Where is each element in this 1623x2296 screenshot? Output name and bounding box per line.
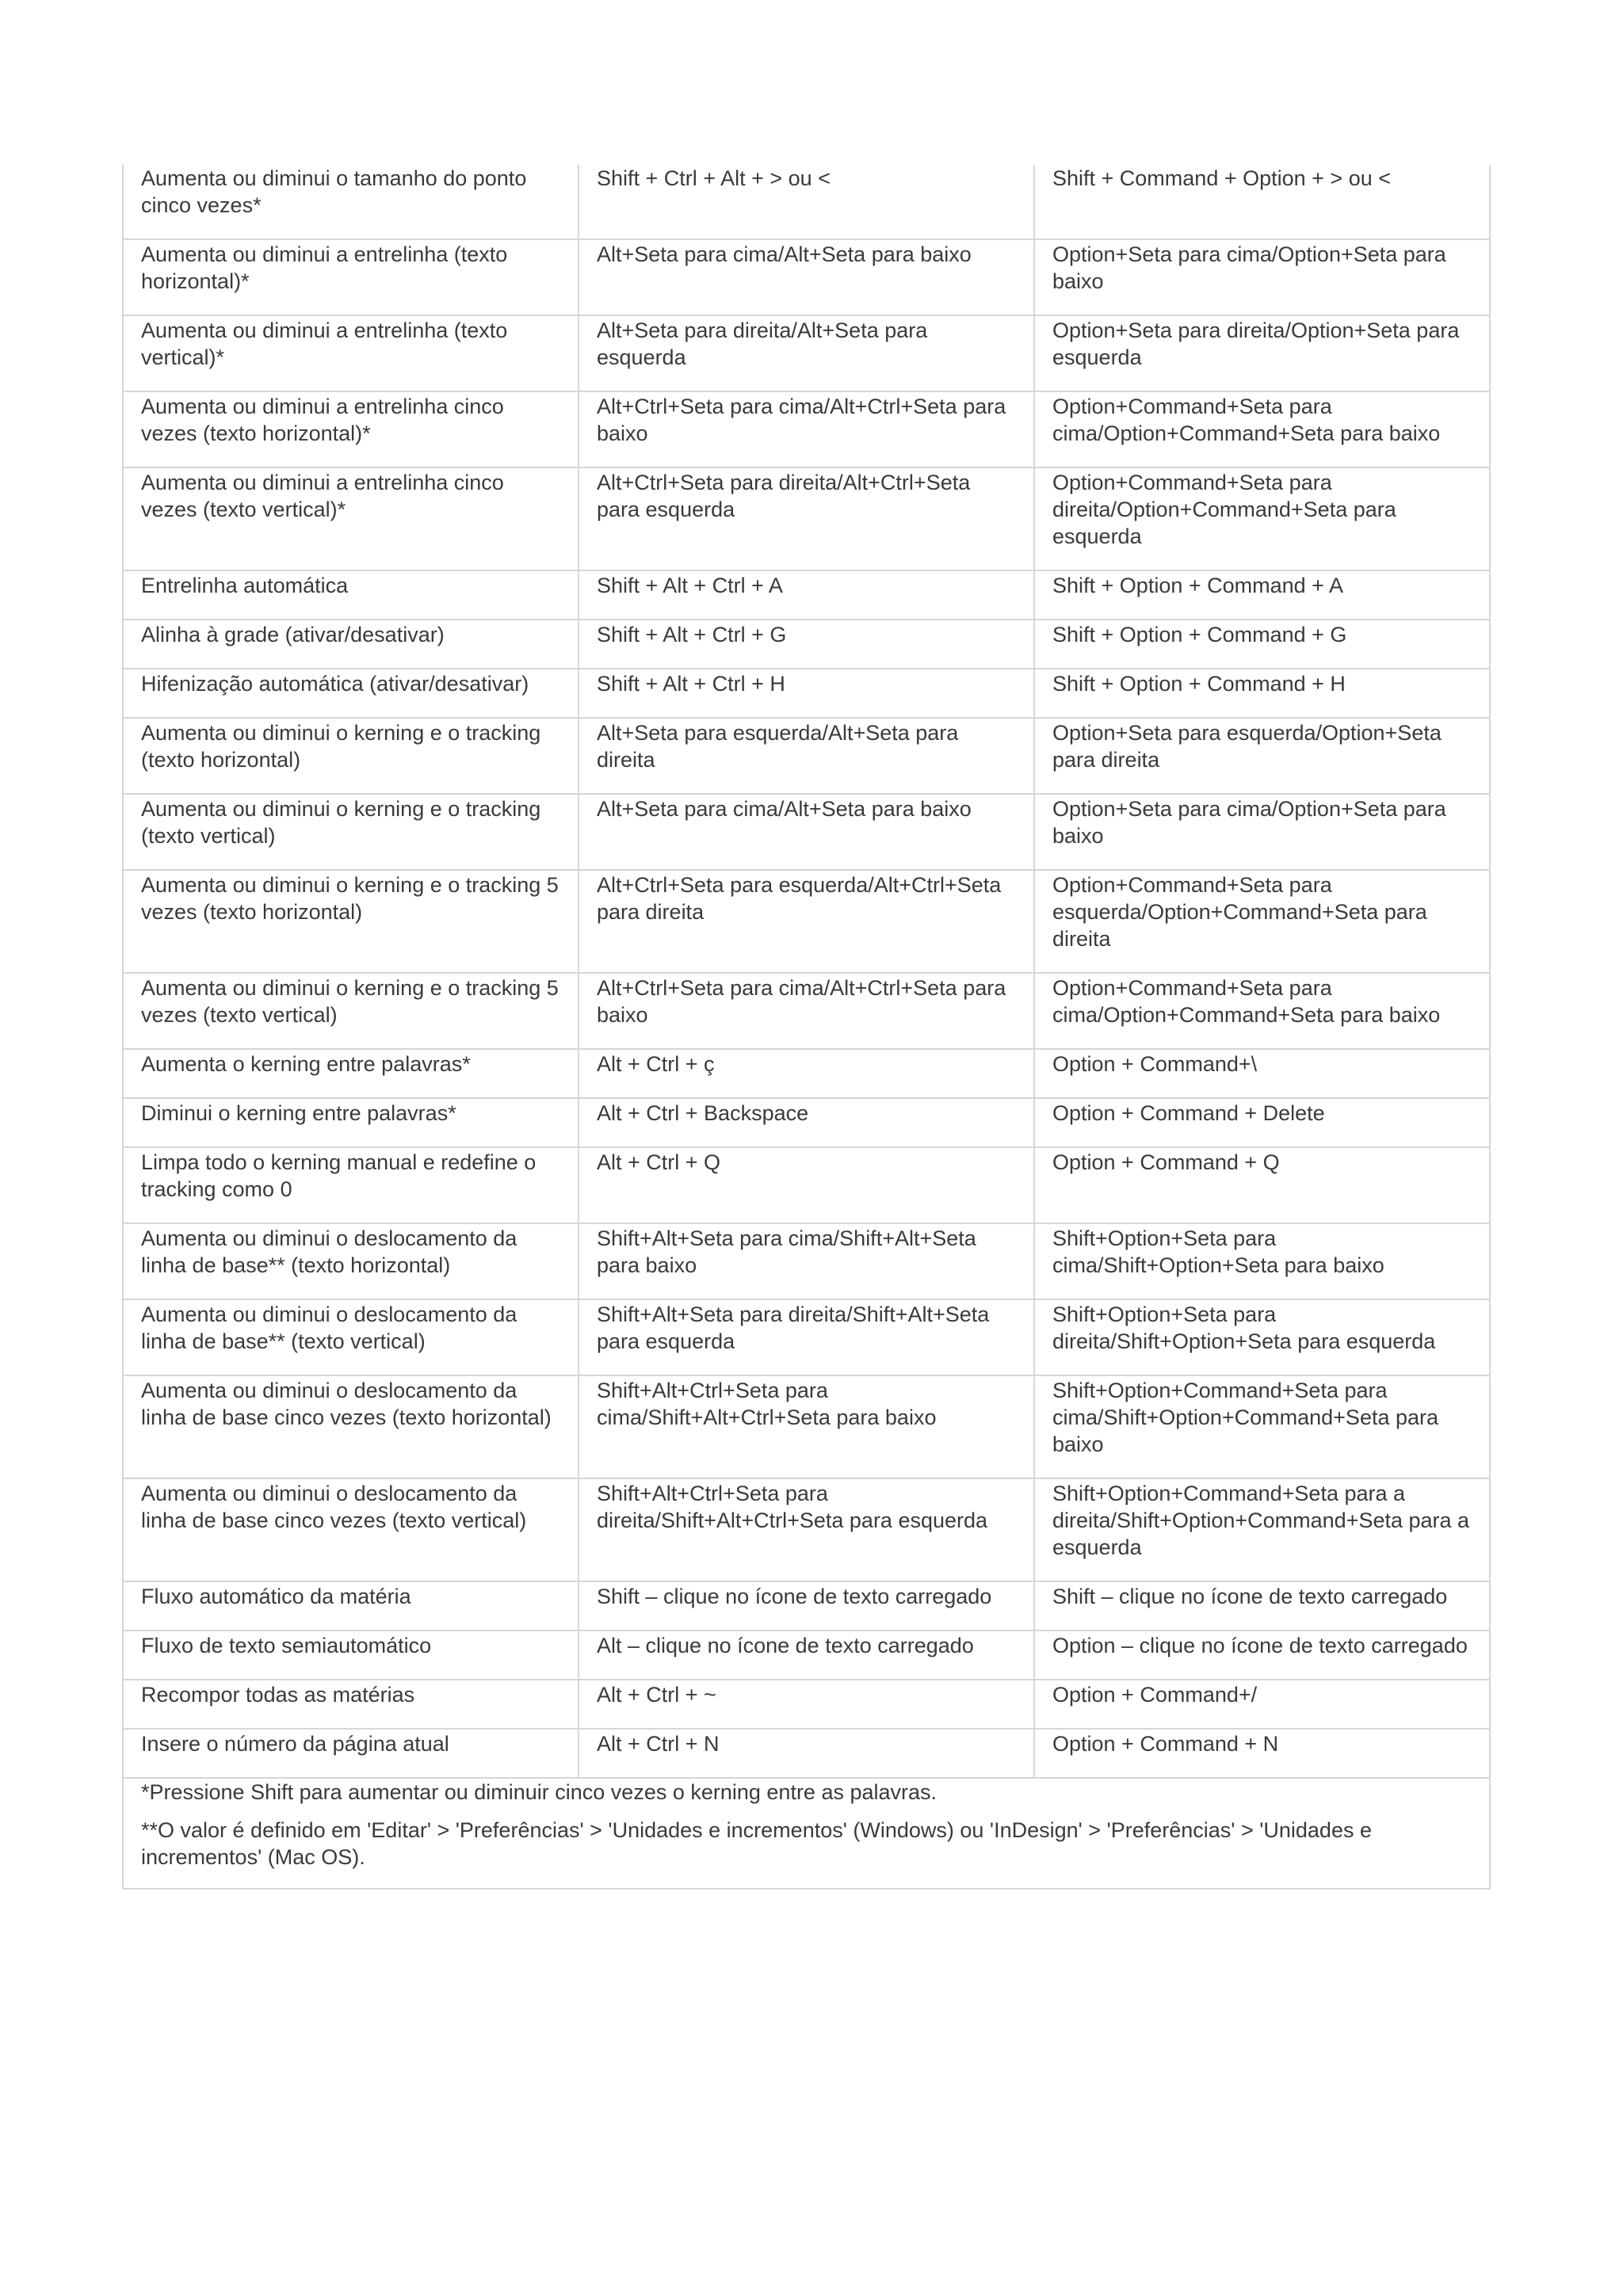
windows-shortcut-cell: Alt+Ctrl+Seta para direita/Alt+Ctrl+Seta para esquerda [579,467,1034,570]
mac-shortcut-cell: Shift+Option+Command+Seta para cima/Shift+Option+Command+Seta para baixo [1034,1375,1490,1478]
mac-shortcut-cell: Shift + Option + Command + G [1034,620,1490,669]
table-row [123,794,1490,870]
windows-shortcut-cell: Alt + Ctrl + N [579,1729,1034,1778]
windows-shortcut-cell: Alt+Seta para direita/Alt+Seta para esquerda [579,315,1034,391]
windows-shortcut-cell: Alt+Seta para esquerda/Alt+Seta para direita [579,718,1034,794]
action-cell: Aumenta ou diminui o tamanho do ponto cinco vezes* [123,165,579,239]
windows-shortcut-cell: Alt + Ctrl + ~ [579,1680,1034,1729]
mac-shortcut-cell: Shift+Option+Seta para cima/Shift+Option+Seta para baixo [1034,1223,1490,1299]
table-row [123,1049,1490,1098]
mac-shortcut-cell: Shift+Option+Seta para direita/Shift+Option+Seta para esquerda [1034,1299,1490,1375]
action-cell: Aumenta ou diminui o kerning e o tracking 5 vezes (texto vertical) [123,973,579,1049]
windows-shortcut-cell: Shift + Alt + Ctrl + A [579,570,1034,620]
footnote-shift: *Pressione Shift para aumentar ou diminuir cinco vezes o kerning entre as palavras. [141,1780,938,1804]
mac-shortcut-cell: Option + Command + Delete [1034,1098,1490,1147]
windows-shortcut-cell: Shift+Alt+Seta para direita/Shift+Alt+Seta para esquerda [579,1299,1034,1375]
table-row [123,1630,1490,1680]
mac-shortcut-cell: Option – clique no ícone de texto carregado [1034,1630,1490,1680]
mac-shortcut-cell: Option+Seta para direita/Option+Seta para esquerda [1034,315,1490,391]
action-cell: Aumenta ou diminui o kerning e o tracking (texto vertical) [123,794,579,870]
table-row [123,1299,1490,1375]
table-row [123,467,1490,570]
windows-shortcut-cell: Alt – clique no ícone de texto carregado [579,1630,1034,1680]
action-cell: Diminui o kerning entre palavras* [123,1098,579,1147]
action-cell: Aumenta ou diminui o deslocamento da linha de base cinco vezes (texto horizontal) [123,1375,579,1478]
table-row [123,1680,1490,1729]
action-cell: Recompor todas as matérias [123,1680,579,1729]
table-row [123,315,1490,391]
mac-shortcut-cell: Option + Command+\ [1034,1049,1490,1098]
mac-shortcut-cell: Option+Seta para cima/Option+Seta para baixo [1034,794,1490,870]
table-row [123,1729,1490,1778]
action-cell: Alinha à grade (ativar/desativar) [123,620,579,669]
table-row [123,1478,1490,1581]
table-row [123,391,1490,467]
mac-shortcut-cell: Shift + Option + Command + A [1034,570,1490,620]
action-cell: Entrelinha automática [123,570,579,620]
windows-shortcut-cell: Shift + Alt + Ctrl + G [579,620,1034,669]
action-cell: Aumenta ou diminui o deslocamento da linha de base** (texto horizontal) [123,1223,579,1299]
action-cell: Aumenta ou diminui a entrelinha cinco vezes (texto vertical)* [123,467,579,570]
mac-shortcut-cell: Option + Command + N [1034,1729,1490,1778]
windows-shortcut-cell: Alt+Seta para cima/Alt+Seta para baixo [579,239,1034,315]
action-cell: Aumenta ou diminui a entrelinha (texto horizontal)* [123,239,579,315]
action-cell: Aumenta o kerning entre palavras* [123,1049,579,1098]
table-row [123,1223,1490,1299]
windows-shortcut-cell: Shift+Alt+Ctrl+Seta para cima/Shift+Alt+Ctrl+Seta para baixo [579,1375,1034,1478]
windows-shortcut-cell: Shift+Alt+Seta para cima/Shift+Alt+Seta para baixo [579,1223,1034,1299]
action-cell: Fluxo de texto semiautomático [123,1630,579,1680]
table-row [123,239,1490,315]
table-row [123,718,1490,794]
mac-shortcut-cell: Shift + Command + Option + > ou < [1034,165,1490,239]
action-cell: Limpa todo o kerning manual e redefine o tracking como 0 [123,1147,579,1223]
table-row [123,1147,1490,1223]
windows-shortcut-cell: Shift – clique no ícone de texto carregado [579,1581,1034,1630]
action-cell: Insere o número da página atual [123,1729,579,1778]
windows-shortcut-cell: Alt + Ctrl + Q [579,1147,1034,1223]
mac-shortcut-cell: Shift – clique no ícone de texto carregado [1034,1581,1490,1630]
action-cell: Aumenta ou diminui o deslocamento da linha de base** (texto vertical) [123,1299,579,1375]
windows-shortcut-cell: Alt+Ctrl+Seta para cima/Alt+Ctrl+Seta para baixo [579,973,1034,1049]
windows-shortcut-cell: Alt+Seta para cima/Alt+Seta para baixo [579,794,1034,870]
action-cell: Fluxo automático da matéria [123,1581,579,1630]
table-row [123,973,1490,1049]
mac-shortcut-cell: Option+Command+Seta para direita/Option+Command+Seta para esquerda [1034,467,1490,570]
mac-shortcut-cell: Option+Command+Seta para esquerda/Option+Command+Seta para direita [1034,870,1490,973]
footnotes-cell [123,1778,1490,1889]
action-cell: Hifenização automática (ativar/desativar) [123,669,579,718]
shortcuts-table-body [123,165,1490,1778]
footnote-preferences: **O valor é definido em 'Editar' > 'Preferências' > 'Unidades e incrementos' (Windows) ou 'InDesign' > 'Preferências' > 'Unidades e incrementos' (Mac OS). [141,1818,1372,1869]
action-cell: Aumenta ou diminui a entrelinha cinco vezes (texto horizontal)* [123,391,579,467]
windows-shortcut-cell: Alt+Ctrl+Seta para esquerda/Alt+Ctrl+Seta para direita [579,870,1034,973]
mac-shortcut-cell: Option + Command+/ [1034,1680,1490,1729]
mac-shortcut-cell: Option+Command+Seta para cima/Option+Command+Seta para baixo [1034,391,1490,467]
windows-shortcut-cell: Alt+Ctrl+Seta para cima/Alt+Ctrl+Seta para baixo [579,391,1034,467]
action-cell: Aumenta ou diminui o deslocamento da linha de base cinco vezes (texto vertical) [123,1478,579,1581]
table-row [123,1098,1490,1147]
table-row [123,1581,1490,1630]
mac-shortcut-cell: Option+Command+Seta para cima/Option+Command+Seta para baixo [1034,973,1490,1049]
action-cell: Aumenta ou diminui o kerning e o tracking 5 vezes (texto horizontal) [123,870,579,973]
mac-shortcut-cell: Shift+Option+Command+Seta para a direita/Shift+Option+Command+Seta para a esquerda [1034,1478,1490,1581]
table-row [123,165,1490,239]
table-row [123,620,1490,669]
mac-shortcut-cell: Option+Seta para esquerda/Option+Seta para direita [1034,718,1490,794]
footnotes-section [123,1778,1490,1889]
windows-shortcut-cell: Shift + Ctrl + Alt + > ou < [579,165,1034,239]
footnotes-row [123,1778,1490,1889]
mac-shortcut-cell: Option+Seta para cima/Option+Seta para baixo [1034,239,1490,315]
windows-shortcut-cell: Shift + Alt + Ctrl + H [579,669,1034,718]
table-row [123,870,1490,973]
mac-shortcut-cell: Shift + Option + Command + H [1034,669,1490,718]
table-row [123,669,1490,718]
table-row [123,1375,1490,1478]
keyboard-shortcuts-table [122,165,1491,1890]
windows-shortcut-cell: Alt + Ctrl + ç [579,1049,1034,1098]
windows-shortcut-cell: Alt + Ctrl + Backspace [579,1098,1034,1147]
table-row [123,570,1490,620]
mac-shortcut-cell: Option + Command + Q [1034,1147,1490,1223]
action-cell: Aumenta ou diminui a entrelinha (texto vertical)* [123,315,579,391]
windows-shortcut-cell: Shift+Alt+Ctrl+Seta para direita/Shift+Alt+Ctrl+Seta para esquerda [579,1478,1034,1581]
action-cell: Aumenta ou diminui o kerning e o tracking (texto horizontal) [123,718,579,794]
